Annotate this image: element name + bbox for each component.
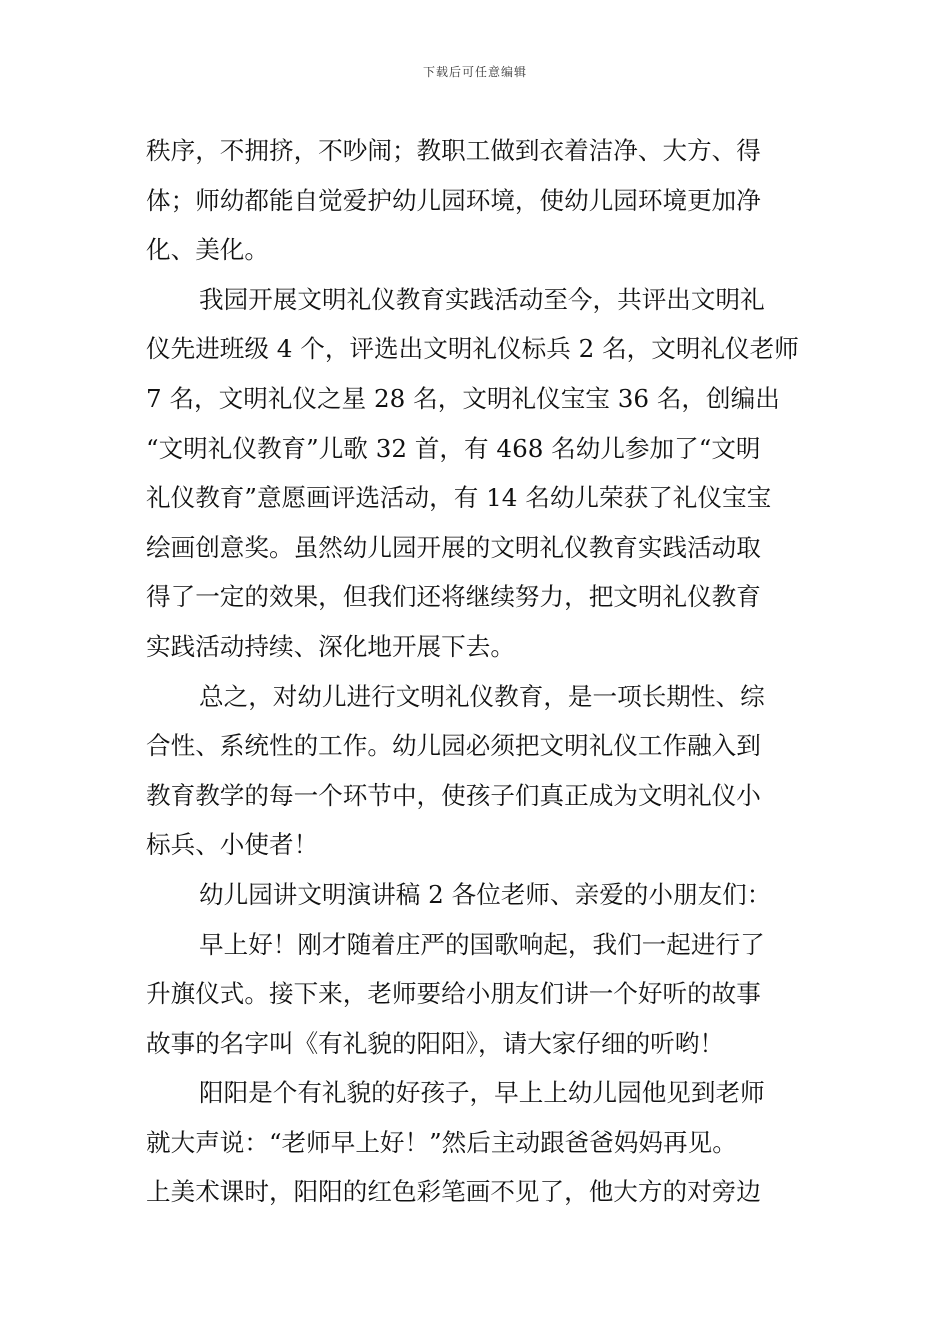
text-line: 阳阳是个有礼貌的好孩子，早上上幼儿园他见到老师 [199, 1078, 765, 1108]
text-line: 幼儿园讲文明演讲稿 2 各位老师、亲爱的小朋友们： [199, 879, 772, 909]
paragraph [146, 275, 808, 672]
text-line: 升旗仪式。接下来，老师要给小朋友们讲一个好听的故事 [146, 979, 761, 1009]
text-line: 就大声说：“老师早上好！”然后主动跟爸爸妈妈再见。 [146, 1127, 737, 1157]
paragraph [146, 672, 808, 870]
text-line: 我园开展文明礼仪教育实践活动至今，共评出文明礼 [199, 284, 765, 314]
paragraph [146, 870, 808, 920]
text-line: 秩序，不拥挤，不吵闹；教职工做到衣着洁净、大方、得 [146, 136, 761, 165]
text-line: 教育教学的每一个环节中，使孩子们真正成为文明礼仪小 [146, 780, 761, 810]
text-line: 体；师幼都能自觉爱护幼儿园环境，使幼儿园环境更加净 [146, 185, 761, 215]
text-line: 仪先进班级 4 个，评选出文明礼仪标兵 2 名，文明礼仪老师 [146, 334, 799, 364]
text-line: 化、美化。 [146, 235, 269, 265]
text-line: 实践活动持续、深化地开展下去。 [146, 631, 515, 661]
paragraph [146, 920, 808, 1069]
text-line: 7 名，文明礼仪之星 28 名，文明礼仪宝宝 36 名，创编出 [146, 383, 780, 413]
text-line: 绘画创意奖。虽然幼儿园开展的文明礼仪教育实践活动取 [146, 532, 761, 562]
document-body [146, 126, 808, 1217]
text-line: 得了一定的效果，但我们还将继续努力，把文明礼仪教育 [146, 582, 761, 612]
text-line: 总之，对幼儿进行文明礼仪教育，是一项长期性、综 [199, 681, 765, 711]
text-line: 标兵、小使者！ [146, 830, 319, 860]
text-line: “文明礼仪教育”儿歌 32 首，有 468 名幼儿参加了“文明 [146, 433, 761, 463]
text-line: 合性、系统性的工作。幼儿园必须把文明礼仪工作融入到 [146, 731, 761, 761]
paragraph [146, 126, 808, 275]
text-line: 故事的名字叫《有礼貌的阳阳》，请大家仔细的听哟！ [146, 1028, 724, 1058]
text-line: 上美术课时，阳阳的红色彩笔画不见了，他大方的对旁边 [146, 1177, 761, 1207]
paragraph [146, 1068, 808, 1217]
text-line: 早上好！刚才随着庄严的国歌响起，我们一起进行了 [199, 929, 765, 959]
page-header: 下载后可任意编辑 [422, 65, 527, 79]
text-line: 礼仪教育”意愿画评选活动，有 14 名幼儿荣获了礼仪宝宝 [146, 483, 772, 513]
